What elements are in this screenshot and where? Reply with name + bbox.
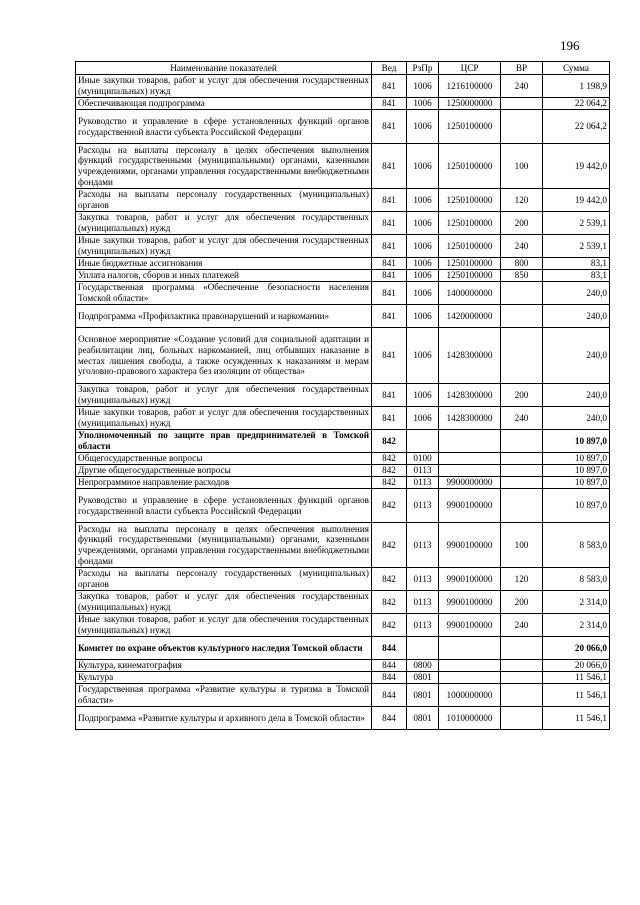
cell-vr [501,660,543,672]
table-row [76,430,610,453]
cell-csr [439,465,501,477]
cell-sum: 240,0 [543,282,610,305]
cell-name: Расходы на выплаты персоналу в целях обеспечения выполнения функций государственными (муниципальными) органами, казенными учреждениями, органами управления государственными внебюджетными фондами [76,144,372,189]
cell-ved: 844 [372,672,407,684]
cell-name: Общегосударственные вопросы [76,453,372,465]
cell-sum: 8 583,0 [543,523,610,568]
cell-sum: 8 583,0 [543,568,610,591]
cell-csr: 9900100000 [439,568,501,591]
cell-ved: 841 [372,235,407,258]
cell-sum: 240,0 [543,305,610,328]
cell-vr [501,684,543,707]
cell-sum: 19 442,0 [543,189,610,212]
table-row [76,489,610,523]
table-row [76,235,610,258]
cell-sum: 11 546,1 [543,672,610,684]
cell-rzpr [407,430,439,453]
cell-sum: 20 066,0 [543,637,610,660]
cell-csr [439,637,501,660]
header-ved: Вед [372,62,407,75]
cell-csr: 1250100000 [439,212,501,235]
cell-vr [501,477,543,489]
table-row [76,637,610,660]
cell-name: Иные закупки товаров, работ и услуг для обеспечения государственных (муниципальных) нужд [76,407,372,430]
cell-name: Закупка товаров, работ и услуг для обеспечения государственных (муниципальных) нужд [76,212,372,235]
cell-ved: 842 [372,523,407,568]
table-row [76,282,610,305]
cell-sum: 11 546,1 [543,707,610,730]
cell-name: Культура [76,672,372,684]
cell-ved: 841 [372,282,407,305]
cell-vr: 120 [501,189,543,212]
cell-csr [439,672,501,684]
cell-csr: 1428300000 [439,384,501,407]
cell-csr: 1428300000 [439,328,501,384]
cell-name: Обеспечивающая подпрограмма [76,98,372,110]
cell-rzpr: 1006 [407,189,439,212]
cell-vr: 850 [501,270,543,282]
table-row [76,660,610,672]
cell-vr [501,110,543,144]
cell-sum: 240,0 [543,407,610,430]
cell-ved: 842 [372,477,407,489]
cell-ved: 841 [372,75,407,98]
cell-rzpr: 1006 [407,235,439,258]
cell-sum: 2 314,0 [543,614,610,637]
cell-csr: 1010000000 [439,707,501,730]
cell-vr [501,282,543,305]
cell-ved: 842 [372,568,407,591]
cell-sum: 20 066,0 [543,660,610,672]
cell-vr [501,489,543,523]
table-row [76,98,610,110]
cell-rzpr: 1006 [407,305,439,328]
cell-vr: 240 [501,614,543,637]
cell-ved: 842 [372,591,407,614]
cell-name: Основное мероприятие «Создание условий для социальной адаптации и реабилитации лиц, больных наркоманией, лиц отбывших наказание в местах лишения свободы, а также осужденных к наказаниям и мерам уголовно-правового характера без изоляции от общества» [76,328,372,384]
cell-rzpr [407,637,439,660]
cell-name: Иные закупки товаров, работ и услуг для обеспечения государственных (муниципальных) нужд [76,75,372,98]
cell-rzpr: 0800 [407,660,439,672]
cell-rzpr: 0113 [407,489,439,523]
cell-csr: 9900100000 [439,614,501,637]
cell-sum: 11 546,1 [543,684,610,707]
cell-name: Расходы на выплаты персоналу в целях обеспечения выполнения функций государственными (муниципальными) органами, казенными учреждениями, органами управления государственными внебюджетными фондами [76,523,372,568]
table-row [76,523,610,568]
table-row [76,465,610,477]
cell-ved: 841 [372,328,407,384]
cell-name: Руководство и управление в сфере установленных функций органов государственной власти субъекта Российской Федерации [76,110,372,144]
cell-csr: 9900000000 [439,477,501,489]
table-row [76,212,610,235]
cell-sum: 1 198,9 [543,75,610,98]
cell-csr: 1250100000 [439,270,501,282]
cell-sum: 10 897,0 [543,430,610,453]
cell-vr: 800 [501,258,543,270]
cell-vr: 240 [501,75,543,98]
cell-ved: 842 [372,430,407,453]
cell-vr: 120 [501,568,543,591]
cell-rzpr: 1006 [407,110,439,144]
cell-ved: 844 [372,660,407,672]
cell-csr: 1250100000 [439,189,501,212]
cell-sum: 2 539,1 [543,235,610,258]
cell-sum: 2 539,1 [543,212,610,235]
cell-csr: 1420000000 [439,305,501,328]
cell-rzpr: 0100 [407,453,439,465]
cell-ved: 841 [372,98,407,110]
cell-rzpr: 0801 [407,672,439,684]
table-row [76,189,610,212]
cell-sum: 22 064,2 [543,98,610,110]
cell-csr: 1250000000 [439,98,501,110]
cell-vr: 100 [501,523,543,568]
cell-name: Комитет по охране объектов культурного наследия Томской области [76,637,372,660]
cell-rzpr: 1006 [407,98,439,110]
header-rzpr: РзПр [407,62,439,75]
cell-vr: 200 [501,212,543,235]
cell-sum: 240,0 [543,328,610,384]
cell-sum: 10 897,0 [543,465,610,477]
cell-ved: 841 [372,144,407,189]
cell-ved: 841 [372,384,407,407]
table-row [76,407,610,430]
cell-vr: 200 [501,384,543,407]
cell-name: Расходы на выплаты персоналу государственных (муниципальных) органов [76,568,372,591]
cell-ved: 841 [372,212,407,235]
cell-sum: 2 314,0 [543,591,610,614]
cell-vr [501,637,543,660]
cell-ved: 842 [372,453,407,465]
cell-name: Руководство и управление в сфере установленных функций органов государственной власти субъекта Российской Федерации [76,489,372,523]
cell-vr: 100 [501,144,543,189]
table-row [76,453,610,465]
cell-sum: 83,1 [543,258,610,270]
cell-rzpr: 0113 [407,614,439,637]
cell-rzpr: 1006 [407,212,439,235]
cell-rzpr: 1006 [407,328,439,384]
cell-csr [439,660,501,672]
table-row [76,477,610,489]
cell-vr [501,328,543,384]
cell-vr [501,465,543,477]
cell-csr: 1400000000 [439,282,501,305]
cell-name: Иные закупки товаров, работ и услуг для обеспечения государственных (муниципальных) нужд [76,614,372,637]
header-vr: ВР [501,62,543,75]
cell-rzpr: 0113 [407,465,439,477]
cell-sum: 240,0 [543,384,610,407]
table-row [76,568,610,591]
table-row [76,384,610,407]
cell-ved: 841 [372,270,407,282]
header-csr: ЦСР [439,62,501,75]
cell-rzpr: 1006 [407,258,439,270]
table-row [76,591,610,614]
cell-sum: 19 442,0 [543,144,610,189]
cell-vr [501,305,543,328]
cell-vr [501,430,543,453]
cell-ved: 841 [372,189,407,212]
cell-name: Другие общегосударственные вопросы [76,465,372,477]
table-row [76,684,610,707]
cell-ved: 842 [372,614,407,637]
cell-sum: 22 064,2 [543,110,610,144]
cell-csr [439,430,501,453]
cell-vr [501,453,543,465]
cell-name: Подпрограмма «Развитие культуры и архивного дела в Томской области» [76,707,372,730]
cell-sum: 10 897,0 [543,453,610,465]
cell-rzpr: 0113 [407,591,439,614]
cell-rzpr: 0113 [407,477,439,489]
cell-csr: 9900100000 [439,591,501,614]
cell-rzpr: 1006 [407,75,439,98]
cell-sum: 10 897,0 [543,489,610,523]
header-name: Наименование показателей [76,62,372,75]
cell-csr: 9900100000 [439,523,501,568]
table-row [76,75,610,98]
table-row [76,258,610,270]
cell-csr: 1250100000 [439,110,501,144]
cell-ved: 844 [372,684,407,707]
cell-name: Закупка товаров, работ и услуг для обеспечения государственных (муниципальных) нужд [76,591,372,614]
table-row [76,144,610,189]
cell-rzpr: 0801 [407,684,439,707]
cell-rzpr: 0113 [407,568,439,591]
cell-vr: 240 [501,235,543,258]
cell-ved: 844 [372,637,407,660]
cell-vr: 200 [501,591,543,614]
cell-rzpr: 0113 [407,523,439,568]
cell-csr: 1250100000 [439,235,501,258]
cell-name: Иные бюджетные ассигнования [76,258,372,270]
cell-name: Иные закупки товаров, работ и услуг для обеспечения государственных (муниципальных) нужд [76,235,372,258]
cell-rzpr: 1006 [407,384,439,407]
cell-vr [501,672,543,684]
cell-sum: 83,1 [543,270,610,282]
table-row [76,707,610,730]
budget-table [75,61,610,730]
cell-ved: 842 [372,465,407,477]
cell-rzpr: 1006 [407,144,439,189]
cell-rzpr: 1006 [407,270,439,282]
cell-rzpr: 0801 [407,707,439,730]
cell-name: Уплата налогов, сборов и иных платежей [76,270,372,282]
cell-csr: 1000000000 [439,684,501,707]
cell-name: Подпрограмма «Профилактика правонарушений и наркомании» [76,305,372,328]
cell-csr: 1428300000 [439,407,501,430]
cell-name: Расходы на выплаты персоналу государственных (муниципальных) органов [76,189,372,212]
cell-vr [501,707,543,730]
cell-name: Непрограммное направление расходов [76,477,372,489]
cell-csr: 1250100000 [439,144,501,189]
table-row [76,270,610,282]
cell-rzpr: 1006 [407,407,439,430]
table-row [76,328,610,384]
cell-ved: 841 [372,305,407,328]
cell-name: Закупка товаров, работ и услуг для обеспечения государственных (муниципальных) нужд [76,384,372,407]
table-body [76,75,610,730]
cell-rzpr: 1006 [407,282,439,305]
cell-sum: 10 897,0 [543,477,610,489]
page-number: 196 [560,38,580,53]
header-sum: Сумма [543,62,610,75]
cell-ved: 844 [372,707,407,730]
cell-vr: 240 [501,407,543,430]
cell-name: Государственная программа «Обеспечение безопасности населения Томской области» [76,282,372,305]
cell-csr: 1216100000 [439,75,501,98]
table-row [76,305,610,328]
cell-ved: 841 [372,110,407,144]
table-header [76,62,610,75]
table-row [76,672,610,684]
cell-vr [501,98,543,110]
cell-name: Культура, кинематография [76,660,372,672]
cell-ved: 841 [372,258,407,270]
cell-name: Уполномоченный по защите прав предпринимателей в Томской области [76,430,372,453]
table-row [76,614,610,637]
table-row [76,110,610,144]
cell-csr: 9900100000 [439,489,501,523]
cell-ved: 841 [372,407,407,430]
cell-ved: 842 [372,489,407,523]
cell-csr: 1250100000 [439,258,501,270]
cell-csr [439,453,501,465]
cell-name: Государственная программа «Развитие культуры и туризма в Томской области» [76,684,372,707]
